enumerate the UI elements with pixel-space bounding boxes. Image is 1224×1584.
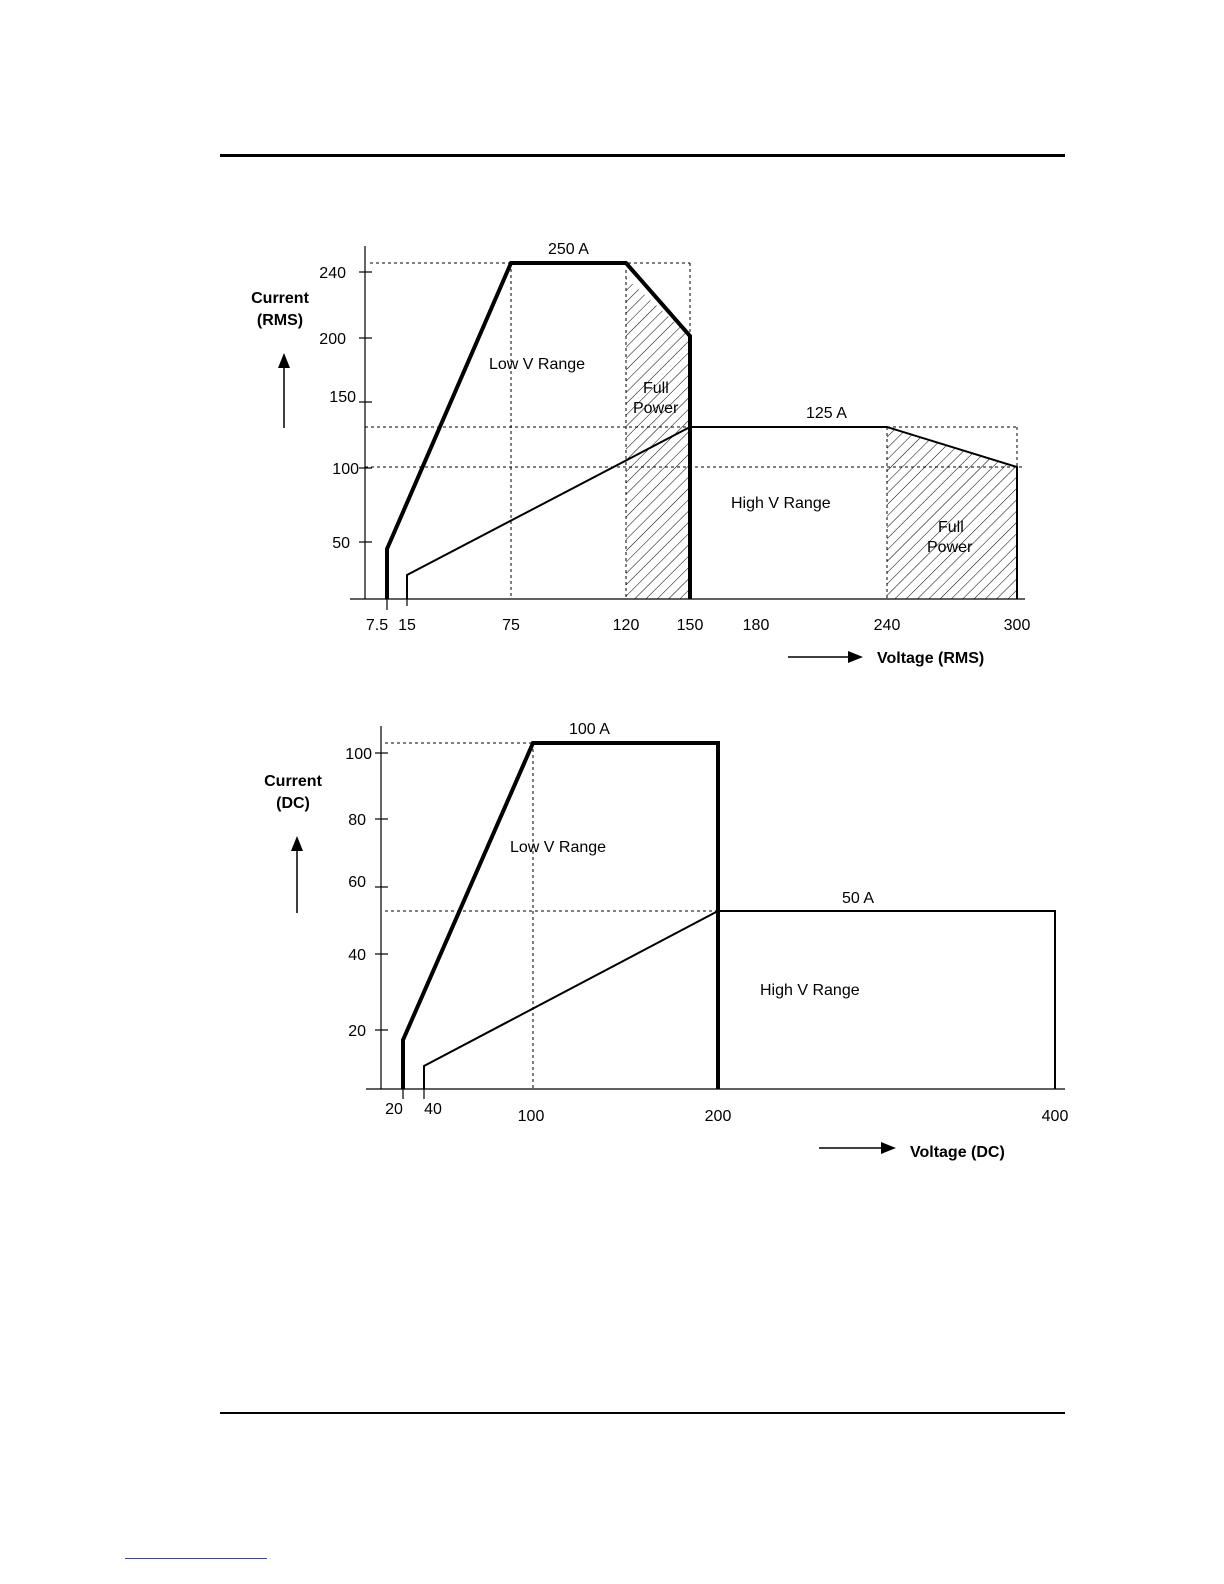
- y-axis-label-line2: (RMS): [256, 312, 304, 329]
- x-axis-label: Voltage (DC): [910, 1144, 1005, 1161]
- annotation-100a: 100 A: [569, 721, 610, 738]
- x-tick-label: 300: [1003, 617, 1031, 634]
- annotation-power-low: Power: [633, 400, 679, 417]
- annotation-250a: 250 A: [548, 241, 589, 258]
- y-tick-label: 50: [332, 535, 350, 552]
- annotation-high-v-range: High V Range: [760, 982, 860, 999]
- annotation-low-v-range: Low V Range: [489, 356, 586, 373]
- y-tick-label: 150: [329, 389, 356, 406]
- annotation-high-v-range: High V Range: [731, 495, 831, 512]
- y-tick-label: 80: [348, 812, 366, 829]
- annotation-low-v-range: Low V Range: [510, 839, 607, 856]
- x-axis-arrow-icon: [848, 651, 863, 663]
- annotation-full-low: Full: [643, 380, 669, 397]
- x-tick-label: 120: [612, 617, 640, 634]
- x-tick-label: 150: [676, 617, 704, 634]
- full-power-region-high: [887, 427, 1017, 599]
- x-tick-label: 75: [502, 617, 520, 634]
- annotation-50a: 50 A: [842, 890, 875, 907]
- annotation-full-high: Full: [938, 519, 964, 536]
- y-tick-label: 100: [345, 746, 372, 763]
- x-tick-label: 400: [1041, 1108, 1069, 1125]
- y-axis-label-line2: (DC): [276, 795, 310, 812]
- x-tick-label: 15: [398, 617, 416, 634]
- y-axis-label-line1: Current: [264, 773, 322, 790]
- y-tick-label: 40: [348, 947, 366, 964]
- x-tick-label: 200: [704, 1108, 732, 1125]
- x-tick-label: 40: [424, 1101, 442, 1118]
- x-tick-label: 240: [873, 617, 901, 634]
- y-tick-label: 200: [319, 331, 346, 348]
- chart-dc: [264, 721, 1068, 1161]
- y-axis-arrow-icon: [291, 836, 303, 851]
- y-tick-label: 60: [348, 874, 366, 891]
- y-tick-label: 240: [319, 265, 346, 282]
- y-tick-label: 20: [348, 1023, 366, 1040]
- y-tick-label: 100: [332, 461, 359, 478]
- x-tick-label: 7.5: [365, 617, 389, 634]
- annotation-125a: 125 A: [806, 405, 847, 422]
- x-tick-label: 180: [742, 617, 770, 634]
- series-high-v-range: [424, 911, 1055, 1089]
- y-axis-arrow-icon: [278, 353, 290, 368]
- chart-rms: [251, 241, 1030, 667]
- x-axis-label: Voltage (RMS): [877, 650, 985, 667]
- y-axis-label-line1: Current: [251, 290, 309, 307]
- x-axis-arrow-icon: [881, 1142, 896, 1154]
- series-low-v-range: [403, 743, 718, 1089]
- x-tick-label: 20: [385, 1101, 403, 1118]
- annotation-power-high: Power: [927, 539, 973, 556]
- x-tick-label: 100: [517, 1108, 545, 1125]
